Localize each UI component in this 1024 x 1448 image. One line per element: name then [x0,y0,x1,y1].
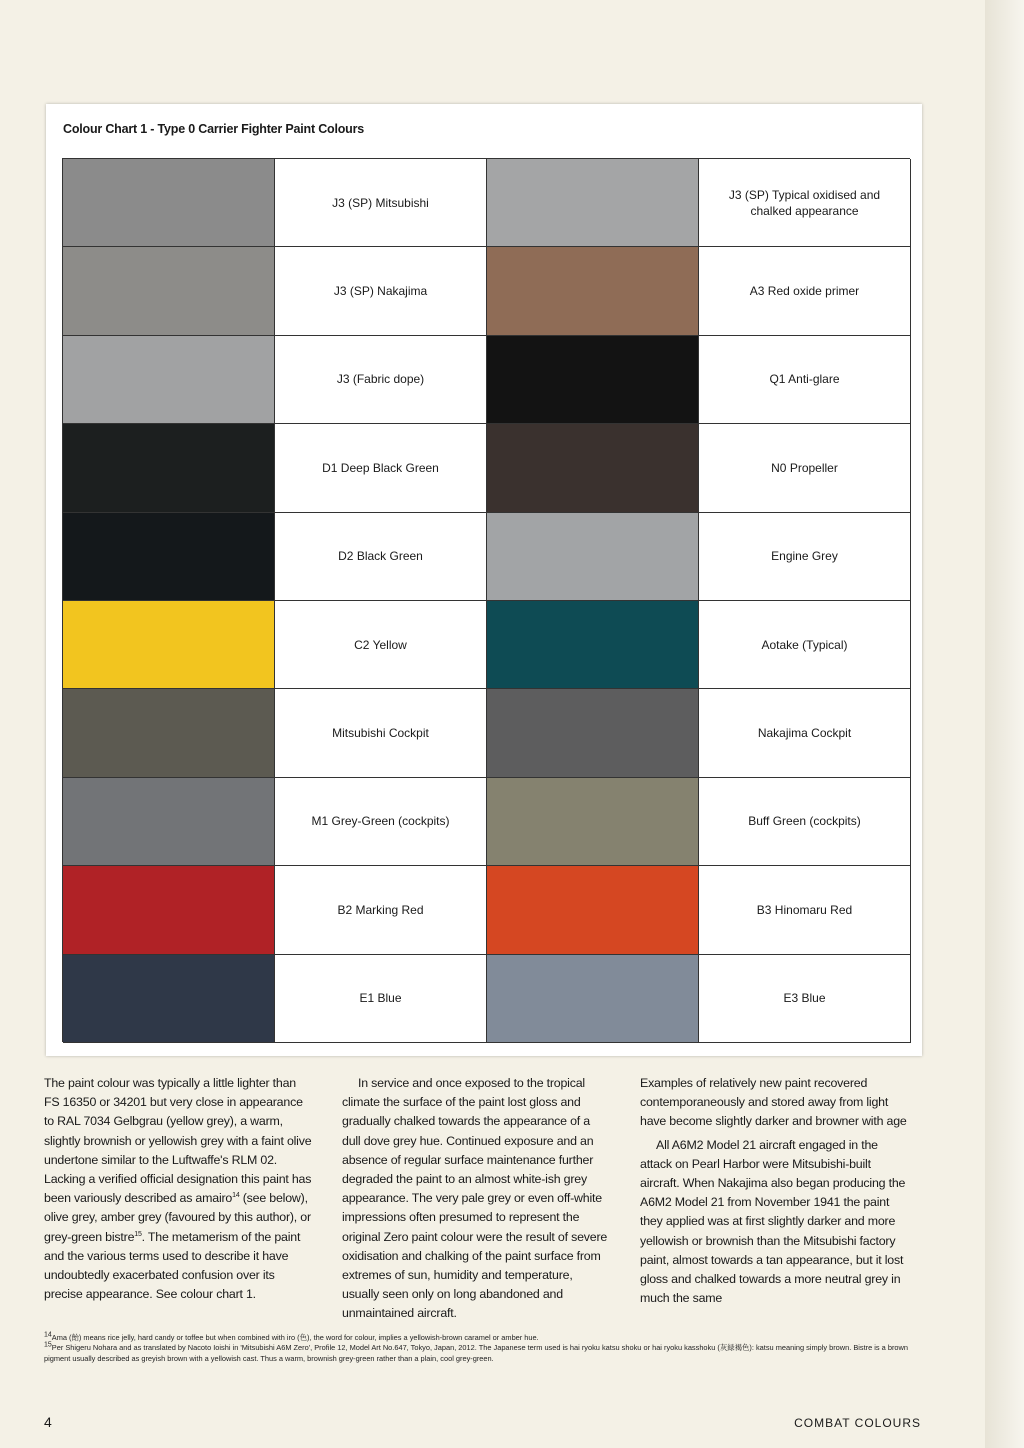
colour-swatch [487,513,699,601]
text-column-1 [44,1074,312,1324]
footnotes [44,1333,926,1364]
colour-label: D2 Black Green [275,513,487,601]
paragraph: In service and once exposed to the tropical climate the surface of the paint lost gloss and gradually chalked towards the appearance of a dull dove grey hue. Continued exposure and an absence of regular surface maintenance further degraded the paint to an almost white-ish grey appearance. The very pale grey or even off-white impressions often presumed to represent the original Zero paint colour were the result of severe oxidisation and chalking of the paint surface from extremes of sun, humidity and temperature, usually seen only on long abandoned and unmaintained aircraft. [342,1076,608,1321]
colour-swatch [63,866,275,954]
page-gutter [985,0,1024,1448]
colour-swatch [63,513,275,601]
footnote: $^{14}$Ama (飴) means rice jelly, hard candy or toffee but when combined with iro (色), the word for colour, implies a yellowish-brown caramel or amber hue. [44,1331,539,1342]
colour-label: M1 Grey-Green (cockpits) [275,778,487,866]
body-text [44,1074,924,1324]
colour-label: Aotake (Typical) [699,601,911,689]
colour-swatch [487,778,699,866]
colour-swatch [63,159,275,247]
colour-label: B2 Marking Red [275,866,487,954]
colour-label: J3 (Fabric dope) [275,336,487,424]
colour-label: Mitsubishi Cockpit [275,689,487,777]
colour-label: Engine Grey [699,513,911,601]
colour-swatch [487,955,699,1043]
colour-swatch [63,601,275,689]
colour-swatch [63,955,275,1043]
colour-label: A3 Red oxide primer [699,247,911,335]
text-column-2 [342,1074,610,1324]
colour-label: J3 (SP) Typical oxidised and chalked appearance [699,159,911,247]
chart-title: Colour Chart 1 - Type 0 Carrier Fighter Paint Colours [63,122,365,136]
colour-label: B3 Hinomaru Red [699,866,911,954]
colour-label: E3 Blue [699,955,911,1043]
colour-swatch [487,336,699,424]
colour-swatch [487,601,699,689]
colour-swatch [63,778,275,866]
colour-label: J3 (SP) Nakajima [275,247,487,335]
footnote: $^{15}$Per Shigeru Nohara and as translated by Nacoto Ioishi in 'Mitsubishi A6M Zero', Profile 12, Model Art No.647, Tokyo, Japan, 2012. The Japanese term used is hai ryoku katsu shoku or hai ryoku kasshoku (灰緑褐色): katsu meaning simply brown. Bistre is a brown pigment usually described as greyish brown with a yellowish cast. Thus a warm, brownish grey-green rather than a plain, cool grey-green. [44,1341,908,1363]
paragraph: The paint colour was typically a little lighter than FS 16350 or 34201 but very close in appearance to RAL 7034 Gelbgrau (yellow grey), a warm, slightly brownish or yellowish grey with a faint olive undertone similar to the Luftwaffe's RLM 02. Lacking a verified official designation this paint has been variously described as amairo$^{14}$ (see below), olive grey, amber grey (favoured by this author), or grey-green bistre$^{15}$. The metamerism of the paint and the various terms used to describe it have undoubtedly exacerbated confusion over its precise appearance. See colour chart 1. [44,1076,312,1302]
colour-swatch [63,247,275,335]
colour-label: N0 Propeller [699,424,911,512]
running-footer: COMBAT COLOURS [794,1416,921,1430]
text-column-3 [640,1074,908,1324]
colour-swatch [487,159,699,247]
page-number: 4 [44,1414,52,1430]
colour-label: E1 Blue [275,955,487,1043]
colour-label: C2 Yellow [275,601,487,689]
colour-chart [46,104,922,1056]
colour-label: D1 Deep Black Green [275,424,487,512]
paragraph: Examples of relatively new paint recovered contemporaneously and stored away from light have become slightly darker and browner with age [640,1076,907,1129]
colour-label: Nakajima Cockpit [699,689,911,777]
colour-swatch [487,689,699,777]
colour-label: J3 (SP) Mitsubishi [275,159,487,247]
colour-label: Q1 Anti-glare [699,336,911,424]
footnote-ref: 14 [232,1192,240,1200]
colour-swatch [487,247,699,335]
colour-swatch [63,424,275,512]
colour-swatch [63,336,275,424]
footnote-ref: 15 [134,1230,142,1238]
colour-label: Buff Green (cockpits) [699,778,911,866]
colour-swatch [487,866,699,954]
colour-swatch [63,689,275,777]
colour-chart-grid [62,158,910,1042]
paragraph: All A6M2 Model 21 aircraft engaged in the attack on Pearl Harbor were Mitsubishi-built aircraft. When Nakajima also began producing the A6M2 Model 21 from November 1941 the paint they applied was at first slightly darker and more yellowish or brownish than the Mitsubishi factory paint, almost towards a tan appearance, but it lost gloss and chalked towards a more neutral grey in much the same [640,1137,906,1306]
colour-swatch [487,424,699,512]
